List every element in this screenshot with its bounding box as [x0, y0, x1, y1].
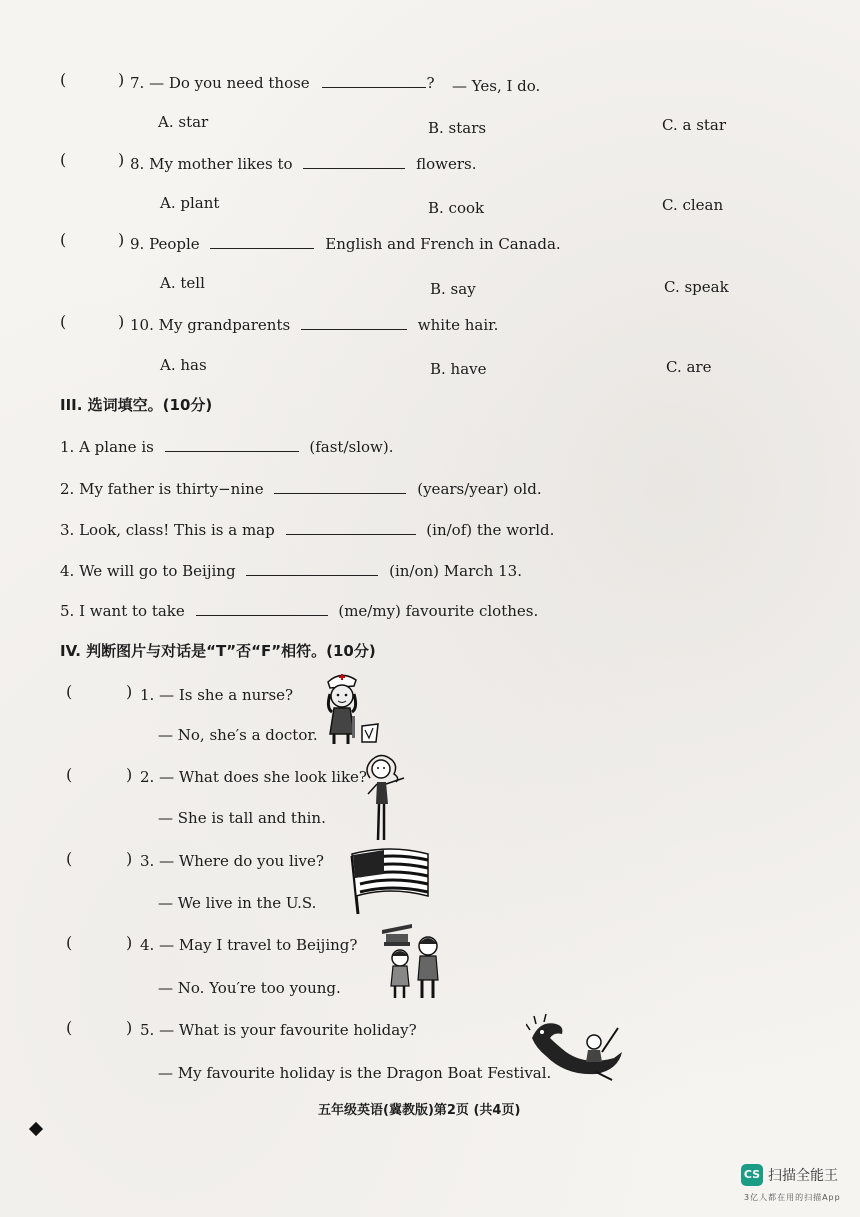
dialogue-answer: — No. You′re too young. — [158, 979, 341, 997]
question-8 — [130, 155, 476, 173]
dialogue-question: 2. — What does she look like? — [140, 768, 367, 786]
option-b: B. cook — [428, 199, 485, 217]
answer-paren-close: ) — [118, 150, 125, 169]
camscanner-name: 扫描全能王 — [768, 1168, 838, 1184]
question-end: white hair. — [417, 316, 499, 334]
answer-blank[interactable] — [165, 439, 299, 452]
question-7 — [130, 74, 435, 92]
answer-paren-close: ) — [126, 849, 133, 868]
section-3-title: III. 选词填空。(10分) — [60, 396, 213, 414]
children-beijing-icon — [378, 918, 448, 1000]
answer-paren-open: ( — [60, 70, 67, 89]
fill-item-hint: (years/year) old. — [417, 480, 542, 498]
answer-blank[interactable] — [303, 156, 405, 169]
question-end: English and French in Canada. — [325, 235, 561, 253]
answer-blank[interactable] — [322, 75, 426, 88]
fill-item-2 — [60, 480, 542, 498]
fill-item-text: 2. My father is thirty−nine — [60, 480, 264, 498]
dialogue-answer: — She is tall and thin. — [158, 809, 326, 827]
answer-paren-close: ) — [126, 933, 133, 952]
question-stem: 10. My grandparents — [130, 316, 291, 334]
question-stem: 7. — Do you need those — [130, 74, 310, 92]
answer-paren-close: ) — [126, 1018, 133, 1037]
answer-blank[interactable] — [246, 563, 378, 576]
answer-paren-open: ( — [66, 933, 73, 952]
dialogue-answer: — No, she′s a doctor. — [158, 726, 318, 744]
camscanner-tagline: 3亿人都在用的扫描App — [744, 1193, 841, 1202]
fill-item-hint: (me/my) favourite clothes. — [338, 602, 539, 620]
option-a: A. has — [160, 356, 207, 374]
option-c: C. clean — [662, 196, 724, 214]
option-a: A. plant — [160, 194, 220, 212]
answer-blank[interactable] — [196, 603, 328, 616]
answer-blank[interactable] — [274, 481, 406, 494]
dialogue-question: 3. — Where do you live? — [140, 852, 324, 870]
answer-paren-open: ( — [66, 849, 73, 868]
answer-blank[interactable] — [210, 236, 314, 249]
fill-item-3 — [60, 521, 554, 539]
dialogue-question: 5. — What is your favourite holiday? — [140, 1021, 417, 1039]
answer-paren-open: ( — [60, 150, 67, 169]
fill-item-text: 1. A plane is — [60, 438, 154, 456]
nurse-icon — [318, 668, 384, 746]
dragon-boat-icon — [526, 1012, 630, 1082]
option-b: B. have — [430, 360, 487, 378]
fill-item-4 — [60, 562, 522, 580]
answer-blank[interactable] — [286, 522, 416, 535]
fill-item-text: 5. I want to take — [60, 602, 185, 620]
question-stem: 8. My mother likes to — [130, 155, 293, 173]
answer-paren-close: ) — [126, 682, 133, 701]
dialogue-question: 1. — Is she a nurse? — [140, 686, 294, 704]
fill-item-hint: (fast/slow). — [309, 438, 394, 456]
answer-blank[interactable] — [301, 317, 407, 330]
option-c: C. speak — [664, 278, 729, 296]
answer-paren-open: ( — [60, 230, 67, 249]
us-flag-icon — [340, 846, 432, 916]
fill-item-5 — [60, 602, 538, 620]
fill-item-hint: (in/on) March 13. — [389, 562, 522, 580]
diamond-marker — [29, 1122, 43, 1136]
answer-paren-close: ) — [118, 230, 125, 249]
reply-text: — Yes, I do. — [452, 77, 541, 95]
option-b: B. say — [430, 280, 476, 298]
option-a: A. tell — [160, 274, 205, 292]
answer-paren-close: ) — [118, 70, 125, 89]
option-c: C. a star — [662, 116, 727, 134]
option-c: C. are — [666, 358, 712, 376]
answer-paren-close: ) — [126, 765, 133, 784]
question-end: ? — [426, 74, 435, 92]
fill-item-1 — [60, 438, 394, 456]
answer-paren-open: ( — [60, 312, 67, 331]
dialogue-question: 4. — May I travel to Beijing? — [140, 936, 358, 954]
question-stem: 9. People — [130, 235, 200, 253]
fill-item-text: 3. Look, class! This is a map — [60, 521, 275, 539]
option-a: A. star — [158, 113, 209, 131]
question-10 — [130, 316, 498, 334]
answer-paren-open: ( — [66, 682, 73, 701]
option-b: B. stars — [428, 119, 487, 137]
answer-paren-open: ( — [66, 765, 73, 784]
question-9 — [130, 235, 561, 253]
fill-item-hint: (in/of) the world. — [426, 521, 555, 539]
section-4-title: IV. 判断图片与对话是“T”否“F”相符。(10分) — [60, 642, 376, 660]
tall-girl-icon — [360, 752, 410, 842]
camscanner-logo-icon: CS — [741, 1164, 763, 1186]
fill-item-text: 4. We will go to Beijing — [60, 562, 236, 580]
dialogue-answer: — We live in the U.S. — [158, 894, 317, 912]
dialogue-answer: — My favourite holiday is the Dragon Boat Festival. — [158, 1064, 552, 1082]
page-footer: 五年级英语(冀教版)第2页 (共4页) — [318, 1103, 521, 1118]
answer-paren-open: ( — [66, 1018, 73, 1037]
question-end: flowers. — [416, 155, 477, 173]
answer-paren-close: ) — [118, 312, 125, 331]
